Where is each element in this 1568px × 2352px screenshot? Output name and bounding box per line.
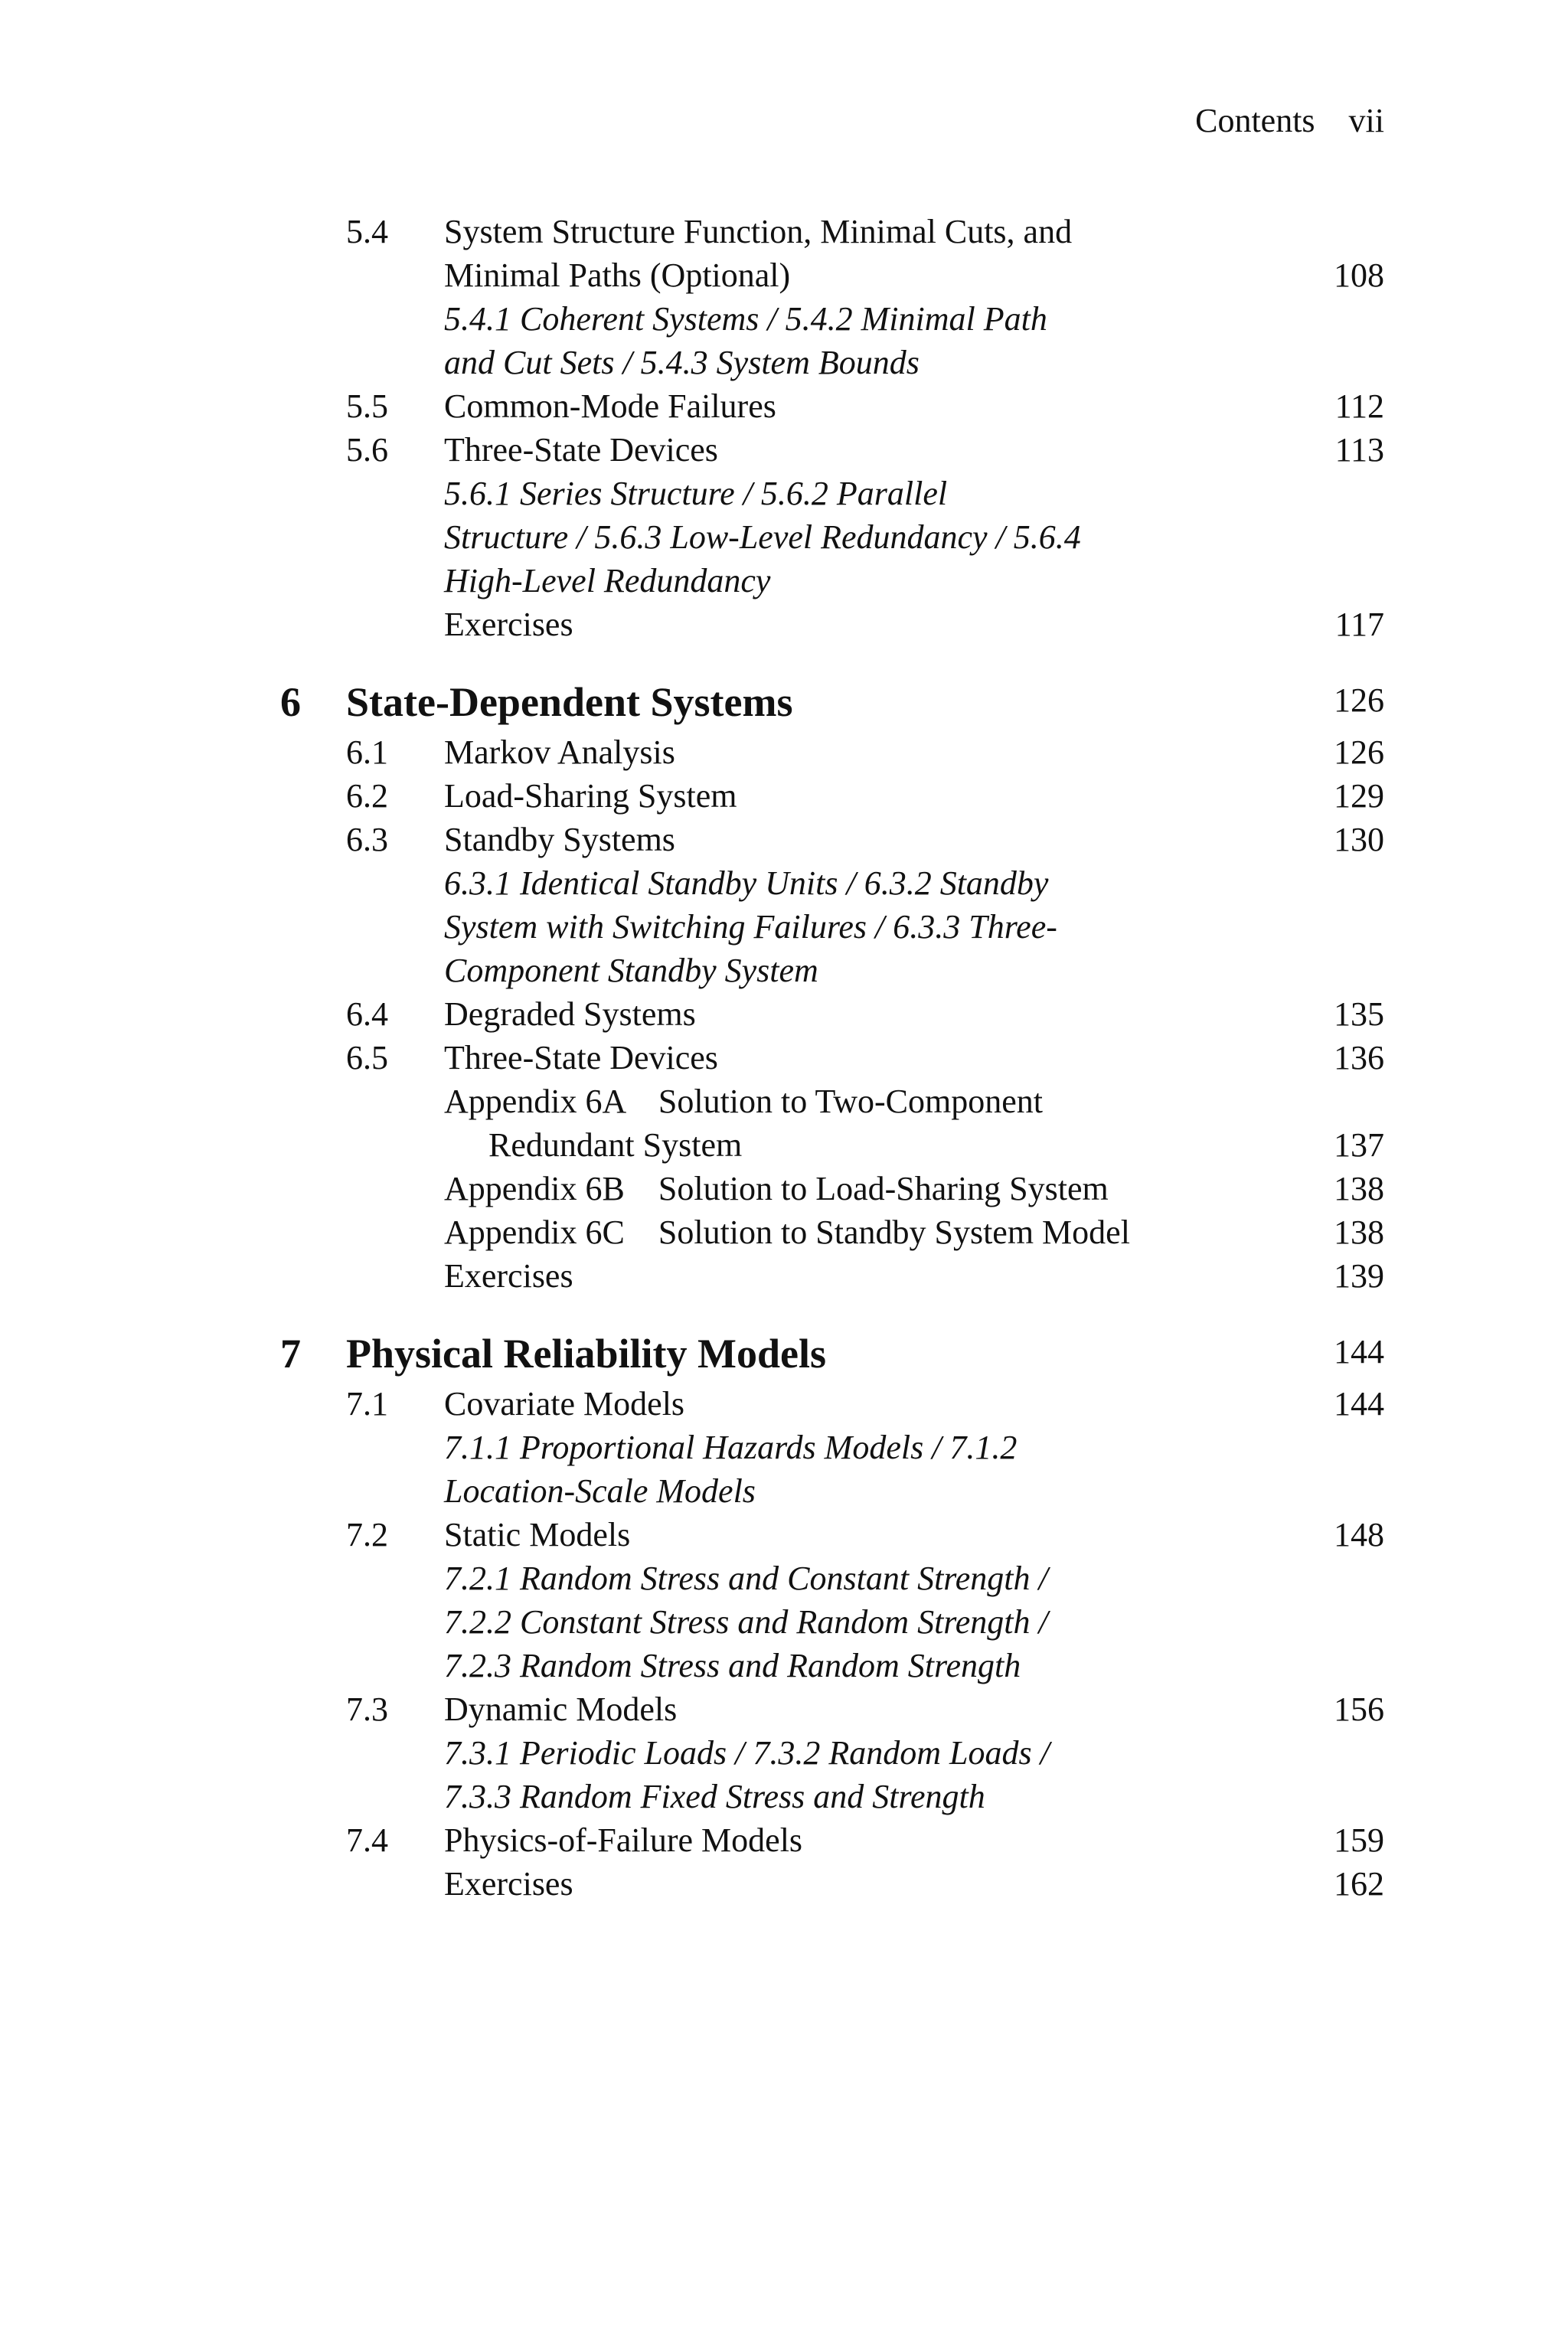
page-number: 126: [1334, 681, 1384, 719]
page-number: 144: [1334, 1385, 1384, 1423]
section-title: Covariate Models: [444, 1385, 685, 1423]
toc-subsections: [0, 559, 1568, 603]
toc-entry-5-6: [0, 428, 1568, 472]
page-number: 117: [1334, 606, 1384, 643]
toc-entry-7-4: [0, 1818, 1568, 1862]
toc-subsections: [0, 1600, 1568, 1644]
section-title: Three-State Devices: [444, 1039, 718, 1076]
section-number: 5.6: [346, 431, 388, 469]
running-head-label: Contents: [1195, 102, 1315, 139]
running-head: [1195, 98, 1384, 144]
subsection-line: 7.1.1 Proportional Hazards Models / 7.1.2: [444, 1429, 1018, 1466]
subsection-line: and Cut Sets / 5.4.3 System Bounds: [444, 344, 920, 381]
subsection-line: System with Switching Failures / 6.3.3 Three-: [444, 908, 1057, 946]
section-title: Exercises: [444, 1865, 573, 1903]
subsection-line: High-Level Redundancy: [444, 562, 771, 599]
toc-subsections: [0, 1557, 1568, 1600]
subsection-line: 7.3.3 Random Fixed Stress and Strength: [444, 1778, 985, 1815]
chapter-number: 6: [280, 679, 301, 725]
page-number: 129: [1334, 777, 1384, 815]
section-title: Load-Sharing System: [444, 777, 737, 815]
subsection-line: 7.2.2 Constant Stress and Random Strength /: [444, 1603, 1048, 1641]
toc-subsections: [0, 949, 1568, 992]
subsection-line: 5.4.1 Coherent Systems / 5.4.2 Minimal Path: [444, 300, 1047, 338]
section-title: System Structure Function, Minimal Cuts, and: [444, 213, 1073, 250]
toc-entry-6-3: [0, 818, 1568, 861]
toc-entry-6-2: [0, 774, 1568, 818]
subsection-line: 7.2.3 Random Stress and Random Strength: [444, 1647, 1021, 1684]
section-number: 6.1: [346, 733, 388, 771]
page-number: 138: [1334, 1170, 1384, 1207]
section-number: 7.3: [346, 1690, 388, 1728]
toc-chapter-7: [0, 1327, 1568, 1380]
page-number: 138: [1334, 1214, 1384, 1251]
section-title: Markov Analysis: [444, 733, 675, 771]
toc-subsections: [0, 1469, 1568, 1513]
section-title: Static Models: [444, 1516, 631, 1553]
appendix-title-cont: Redundant System: [488, 1126, 743, 1164]
chapter-number: 7: [280, 1331, 301, 1377]
section-title-cont: Minimal Paths (Optional): [444, 256, 791, 294]
toc-entry-5-4-cont: [0, 253, 1568, 297]
table-of-contents: [0, 210, 1568, 1906]
toc-subsections: [0, 1426, 1568, 1469]
section-number: 6.5: [346, 1039, 388, 1076]
page-number: 126: [1334, 733, 1384, 771]
section-number: 7.4: [346, 1821, 388, 1859]
toc-subsections: [0, 905, 1568, 949]
subsection-line: Structure / 5.6.3 Low-Level Redundancy / 5.6.4: [444, 518, 1081, 556]
section-title: Exercises: [444, 606, 573, 643]
toc-subsections: [0, 1731, 1568, 1775]
subsection-line: 7.2.1 Random Stress and Constant Strength /: [444, 1560, 1048, 1597]
section-title: Degraded Systems: [444, 995, 696, 1033]
toc-entry-7-1: [0, 1382, 1568, 1426]
section-number: 5.5: [346, 387, 388, 425]
page-number: 108: [1334, 256, 1384, 294]
chapter-title: State-Dependent Systems: [346, 679, 793, 725]
subsection-line: Component Standby System: [444, 952, 818, 989]
toc-subsections: [0, 341, 1568, 384]
page-number: 135: [1334, 995, 1384, 1033]
toc-entry-6-5: [0, 1036, 1568, 1080]
toc-appendix-6c: [0, 1210, 1568, 1254]
toc-entry-5-4: [0, 210, 1568, 253]
toc-entry-5-5: [0, 384, 1568, 428]
page-number: 144: [1334, 1333, 1384, 1370]
toc-subsections: [0, 297, 1568, 341]
appendix-title: Appendix 6C Solution to Standby System Model: [444, 1214, 1130, 1251]
toc-entry-6-4: [0, 992, 1568, 1036]
subsection-line: 7.3.1 Periodic Loads / 7.3.2 Random Loads /: [444, 1734, 1050, 1772]
toc-chapter-6: [0, 675, 1568, 729]
toc-entry-exercises-7: [0, 1862, 1568, 1906]
subsection-line: 6.3.1 Identical Standby Units / 6.3.2 Standby: [444, 864, 1049, 902]
section-number: 6.2: [346, 777, 388, 815]
toc-appendix-6a-cont: [0, 1123, 1568, 1167]
toc-subsections: [0, 515, 1568, 559]
section-number: 7.2: [346, 1516, 388, 1553]
section-title: Three-State Devices: [444, 431, 718, 469]
toc-subsections: [0, 861, 1568, 905]
section-number: 6.3: [346, 821, 388, 858]
page-number: 156: [1334, 1690, 1384, 1728]
section-title: Exercises: [444, 1257, 573, 1295]
section-number: 7.1: [346, 1385, 388, 1423]
chapter-title: Physical Reliability Models: [346, 1331, 826, 1377]
page-number: 162: [1334, 1865, 1384, 1903]
page-folio: vii: [1348, 102, 1384, 139]
page-number: 113: [1334, 431, 1384, 469]
toc-entry-exercises-6: [0, 1254, 1568, 1298]
toc-entry-7-3: [0, 1687, 1568, 1731]
section-number: 6.4: [346, 995, 388, 1033]
section-title: Standby Systems: [444, 821, 675, 858]
toc-subsections: [0, 1644, 1568, 1687]
page-number: 137: [1334, 1126, 1384, 1164]
toc-entry-6-1: [0, 730, 1568, 774]
page-number: 159: [1334, 1821, 1384, 1859]
page-number: 112: [1334, 387, 1384, 425]
subsection-line: 5.6.1 Series Structure / 5.6.2 Parallel: [444, 475, 948, 512]
toc-subsections: [0, 1775, 1568, 1818]
subsection-line: Location-Scale Models: [444, 1472, 756, 1510]
toc-entry-exercises-5: [0, 603, 1568, 646]
page-number: 148: [1334, 1516, 1384, 1553]
toc-subsections: [0, 472, 1568, 515]
appendix-title: Appendix 6B Solution to Load-Sharing System: [444, 1170, 1109, 1207]
toc-appendix-6a: [0, 1080, 1568, 1123]
page-number: 136: [1334, 1039, 1384, 1076]
page-number: 139: [1334, 1257, 1384, 1295]
section-title: Dynamic Models: [444, 1690, 678, 1728]
section-number: 5.4: [346, 213, 388, 250]
section-title: Common-Mode Failures: [444, 387, 776, 425]
appendix-title: Appendix 6A Solution to Two-Component: [444, 1083, 1044, 1120]
section-title: Physics-of-Failure Models: [444, 1821, 803, 1859]
page-number: 130: [1334, 821, 1384, 858]
toc-entry-7-2: [0, 1513, 1568, 1557]
toc-appendix-6b: [0, 1167, 1568, 1210]
